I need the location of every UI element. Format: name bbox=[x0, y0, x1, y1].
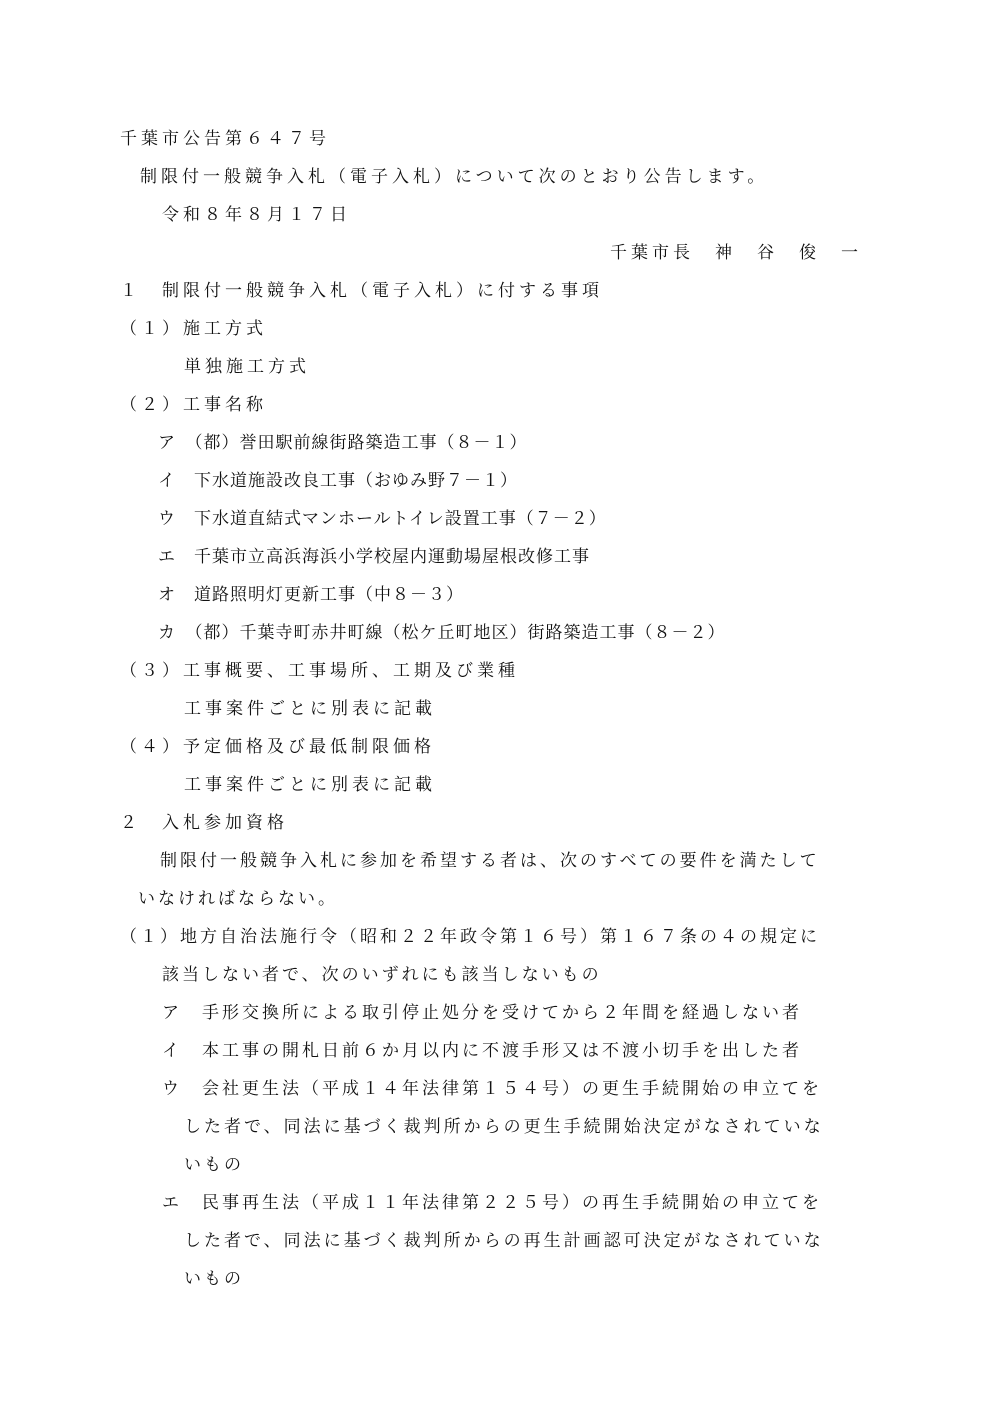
section2-intro-line2: いなければならない。 bbox=[138, 889, 338, 909]
work-item: ウ 下水道直結式マンホールトイレ設置工事（７－２） bbox=[158, 509, 607, 529]
work-item: エ 千葉市立高浜海浜小学校屋内運動場屋根改修工事 bbox=[158, 547, 590, 567]
section1-heading: １ 制限付一般競争入札（電子入札）に付する事項 bbox=[120, 281, 603, 301]
section2-item1-line1: （１）地方自治法施行令（昭和２２年政令第１６号）第１６７条の４の規定に bbox=[120, 927, 820, 947]
section2-heading: ２ 入札参加資格 bbox=[120, 813, 288, 833]
notice-intro: 制限付一般競争入札（電子入札）について次のとおり公告します。 bbox=[140, 167, 769, 187]
section1-item3-heading: （３）工事概要、工事場所、工期及び業種 bbox=[120, 661, 519, 681]
section2-item1-line2: 該当しない者で、次のいずれにも該当しないもの bbox=[162, 965, 602, 985]
work-item: ア （都）誉田駅前線街路築造工事（８－１） bbox=[158, 433, 528, 453]
subitem-u-line1: ウ 会社更生法（平成１４年法律第１５４号）の更生手続開始の申立てを bbox=[162, 1079, 822, 1099]
section1-item1-heading: （１）施工方式 bbox=[120, 319, 267, 339]
subitem-u-line2: した者で、同法に基づく裁判所からの更生手続開始決定がなされていな bbox=[184, 1117, 824, 1137]
section2-intro-line1: 制限付一般競争入札に参加を希望する者は、次のすべての要件を満たして bbox=[160, 851, 820, 871]
subitem-e-line3: いもの bbox=[184, 1269, 244, 1289]
section1-item2-heading: （２）工事名称 bbox=[120, 395, 267, 415]
work-item: カ （都）千葉寺町赤井町線（松ケ丘町地区）街路築造工事（８－２） bbox=[158, 623, 726, 643]
subitem-u-line3: いもの bbox=[184, 1155, 244, 1175]
subitem-e-line2: した者で、同法に基づく裁判所からの再生計画認可決定がなされていな bbox=[184, 1231, 824, 1251]
subitem-e-line1: エ 民事再生法（平成１１年法律第２２５号）の再生手続開始の申立てを bbox=[162, 1193, 822, 1213]
work-item: イ 下水道施設改良工事（おゆみ野７－１） bbox=[158, 471, 518, 491]
section1-item4-heading: （４）予定価格及び最低制限価格 bbox=[120, 737, 435, 757]
section1-item3-text: 工事案件ごとに別表に記載 bbox=[184, 699, 436, 719]
subitem-i: イ 本工事の開札日前６か月以内に不渡手形又は不渡小切手を出した者 bbox=[162, 1041, 802, 1061]
notice-date: 令和８年８月１７日 bbox=[162, 205, 351, 225]
section1-item1-text: 単独施工方式 bbox=[184, 357, 310, 377]
notice-issuer: 千葉市長 神 谷 俊 一 bbox=[610, 243, 862, 263]
subitem-a: ア 手形交換所による取引停止処分を受けてから２年間を経過しない者 bbox=[162, 1003, 802, 1023]
section1-item4-text: 工事案件ごとに別表に記載 bbox=[184, 775, 436, 795]
notice-number: 千葉市公告第６４７号 bbox=[120, 129, 330, 149]
work-item: オ 道路照明灯更新工事（中８－３） bbox=[158, 585, 464, 605]
